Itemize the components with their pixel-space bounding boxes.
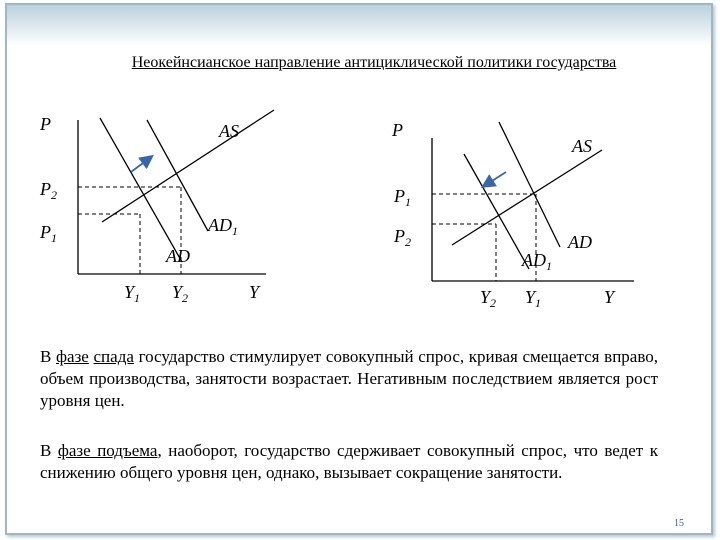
right-axis-x-label: Y xyxy=(604,287,615,307)
right-diagram xyxy=(391,120,634,310)
right-output-low-label: $Y_2$ xyxy=(480,287,497,310)
left-price-low-label: $P_1$ xyxy=(40,222,57,245)
left-shift-arrow-icon xyxy=(131,157,151,172)
paragraph-recession xyxy=(40,346,658,412)
paragraph-boom xyxy=(40,440,658,484)
right-price-low-label: $P_2$ xyxy=(394,226,411,249)
right-axis-y-label: P xyxy=(392,120,403,140)
left-axis-x-label: Y xyxy=(249,282,260,302)
right-as-curve xyxy=(452,150,602,245)
left-price-high-label: $P_2$ xyxy=(40,179,57,202)
right-ad1-curve xyxy=(464,154,529,269)
paragraph2-text: , наоборот, государство сдерживает совокупный спрос, что ведет к снижению общего уровня цен, однако, вызывает сокращение занятости. xyxy=(40,441,658,482)
paragraph2-prefix: В xyxy=(40,441,58,460)
right-ad-curve xyxy=(499,122,560,247)
left-ad1-curve xyxy=(147,120,208,231)
right-shift-arrow-icon xyxy=(484,172,506,186)
left-diagram xyxy=(39,110,274,305)
left-output-low-label: $Y_1$ xyxy=(124,282,141,305)
paragraph1-term-phase: фазе xyxy=(56,347,89,366)
left-as-label: AS xyxy=(219,121,239,141)
paragraph1-prefix: В xyxy=(40,347,57,366)
right-output-high-label: $Y_1$ xyxy=(525,287,542,310)
right-ad-label: AD xyxy=(568,232,592,252)
left-ad-label: AD xyxy=(166,246,190,266)
left-ad-curve xyxy=(100,118,182,262)
left-axis-y-label: P xyxy=(40,114,51,134)
page-number: 15 xyxy=(674,518,684,529)
slide-title: Неокейнсианское направление антициклической политики государства xyxy=(131,54,617,71)
left-ad1-label: $AD_1$ xyxy=(208,215,238,238)
right-ad1-label: $AD_1$ xyxy=(522,250,552,273)
left-output-high-label: $Y_2$ xyxy=(172,282,189,305)
paragraph1-text: государство стимулирует совокупный спрос, кривая смещается вправо, объем производства, занятости возрастает. Негативным последствием является рост уровня цен. xyxy=(40,347,659,410)
paragraph2-term-boom: фазе подъема xyxy=(57,441,158,460)
right-as-label: AS xyxy=(572,136,592,156)
paragraph1-term-recession: спада xyxy=(93,347,134,366)
right-price-high-label: $P_1$ xyxy=(394,186,411,209)
